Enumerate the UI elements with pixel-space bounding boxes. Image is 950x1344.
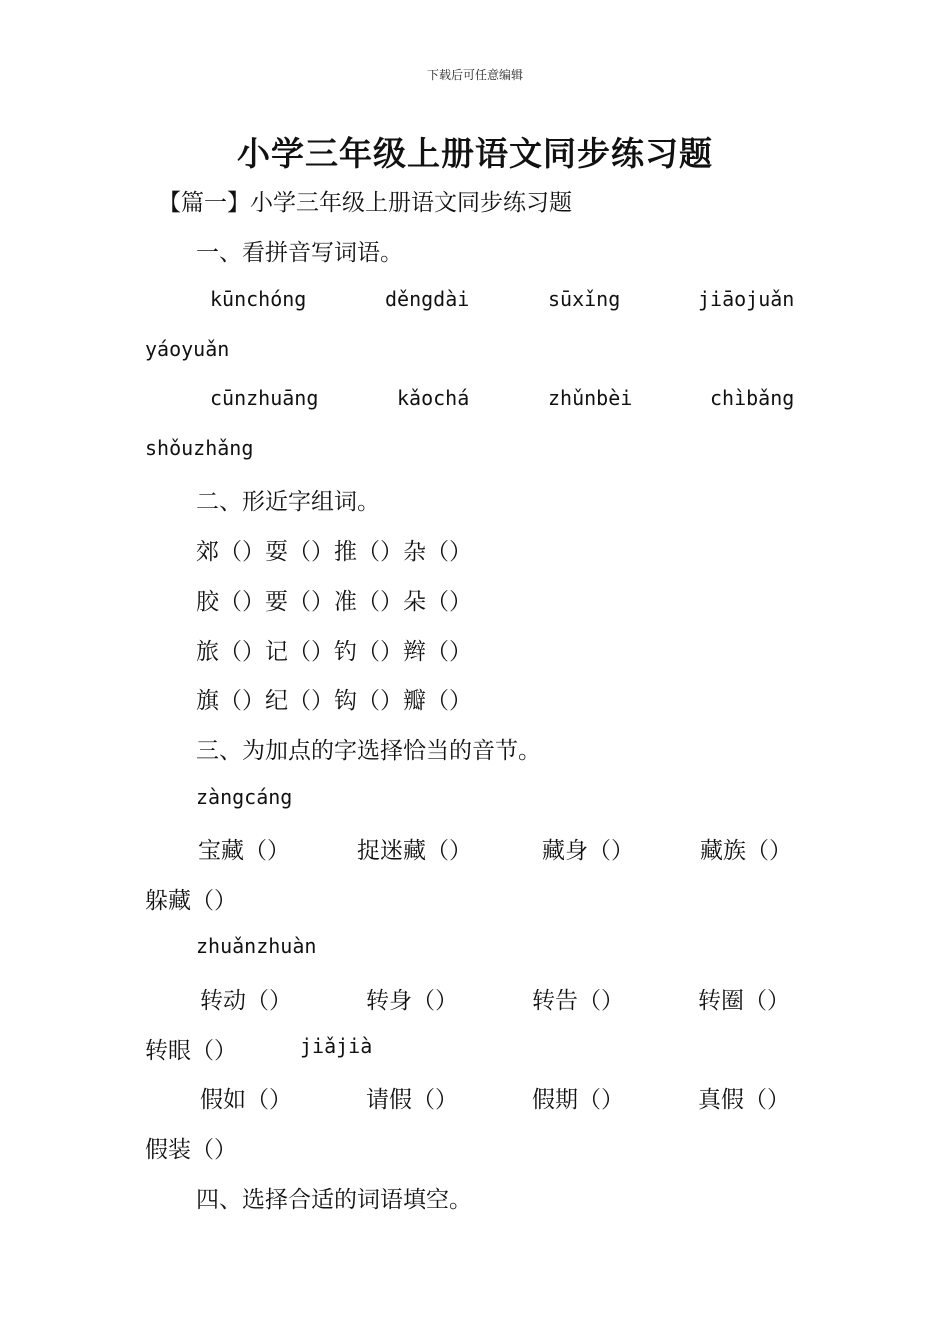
word-item: 请假（） xyxy=(366,1087,458,1113)
pinyin-options: jiǎjià xyxy=(300,1034,373,1058)
word-item: 藏族（） xyxy=(700,838,792,864)
word-item: 宝藏（） xyxy=(198,838,290,864)
page-header: 下载后可任意编辑 xyxy=(426,68,523,82)
pinyin-item: kǎochá xyxy=(397,386,470,410)
pinyin-options: zàngcáng xyxy=(196,785,293,809)
pinyin-item: sūxǐng xyxy=(548,287,621,311)
section2-heading: 二、形近字组词。 xyxy=(196,489,380,515)
word-item: 假装（） xyxy=(145,1137,237,1163)
word-item: 躲藏（） xyxy=(145,888,237,914)
char-group-row: 旅（）记（）钓（）辫（） xyxy=(196,639,472,665)
word-item: 假如（） xyxy=(200,1087,292,1113)
word-item: 假期（） xyxy=(532,1087,624,1113)
pinyin-item: děngdài xyxy=(385,287,470,311)
pinyin-item: cūnzhuāng xyxy=(210,386,319,410)
section3-heading: 三、为加点的字选择恰当的音节。 xyxy=(196,738,541,764)
word-item: 转动（） xyxy=(200,988,292,1014)
word-item: 真假（） xyxy=(698,1087,790,1113)
document-title: 小学三年级上册语文同步练习题 xyxy=(237,134,713,173)
pinyin-item: yáoyuǎn xyxy=(145,337,230,361)
pinyin-item: jiāojuǎn xyxy=(698,287,795,311)
pinyin-item: shǒuzhǎng xyxy=(145,436,254,460)
pinyin-item: kūnchóng xyxy=(210,287,307,311)
word-item: 藏身（） xyxy=(542,838,634,864)
char-group-row: 郊（）耍（）推（）杂（） xyxy=(196,539,472,565)
word-item: 转圈（） xyxy=(698,988,790,1014)
char-group-row: 胶（）要（）准（）朵（） xyxy=(196,589,472,615)
char-group-row: 旗（）纪（）钩（）瓣（） xyxy=(196,688,472,714)
pinyin-item: zhǔnbèi xyxy=(548,386,633,410)
section4-heading: 四、选择合适的词语填空。 xyxy=(196,1187,472,1213)
word-item: 捉迷藏（） xyxy=(357,838,472,864)
pinyin-item: chìbǎng xyxy=(710,386,795,410)
word-item: 转身（） xyxy=(366,988,458,1014)
word-item: 转眼（） xyxy=(145,1038,237,1064)
section-subtitle: 【篇一】小学三年级上册语文同步练习题 xyxy=(158,190,572,216)
pinyin-options: zhuǎnzhuàn xyxy=(196,934,317,958)
section1-heading: 一、看拼音写词语。 xyxy=(196,240,403,266)
word-item: 转告（） xyxy=(532,988,624,1014)
